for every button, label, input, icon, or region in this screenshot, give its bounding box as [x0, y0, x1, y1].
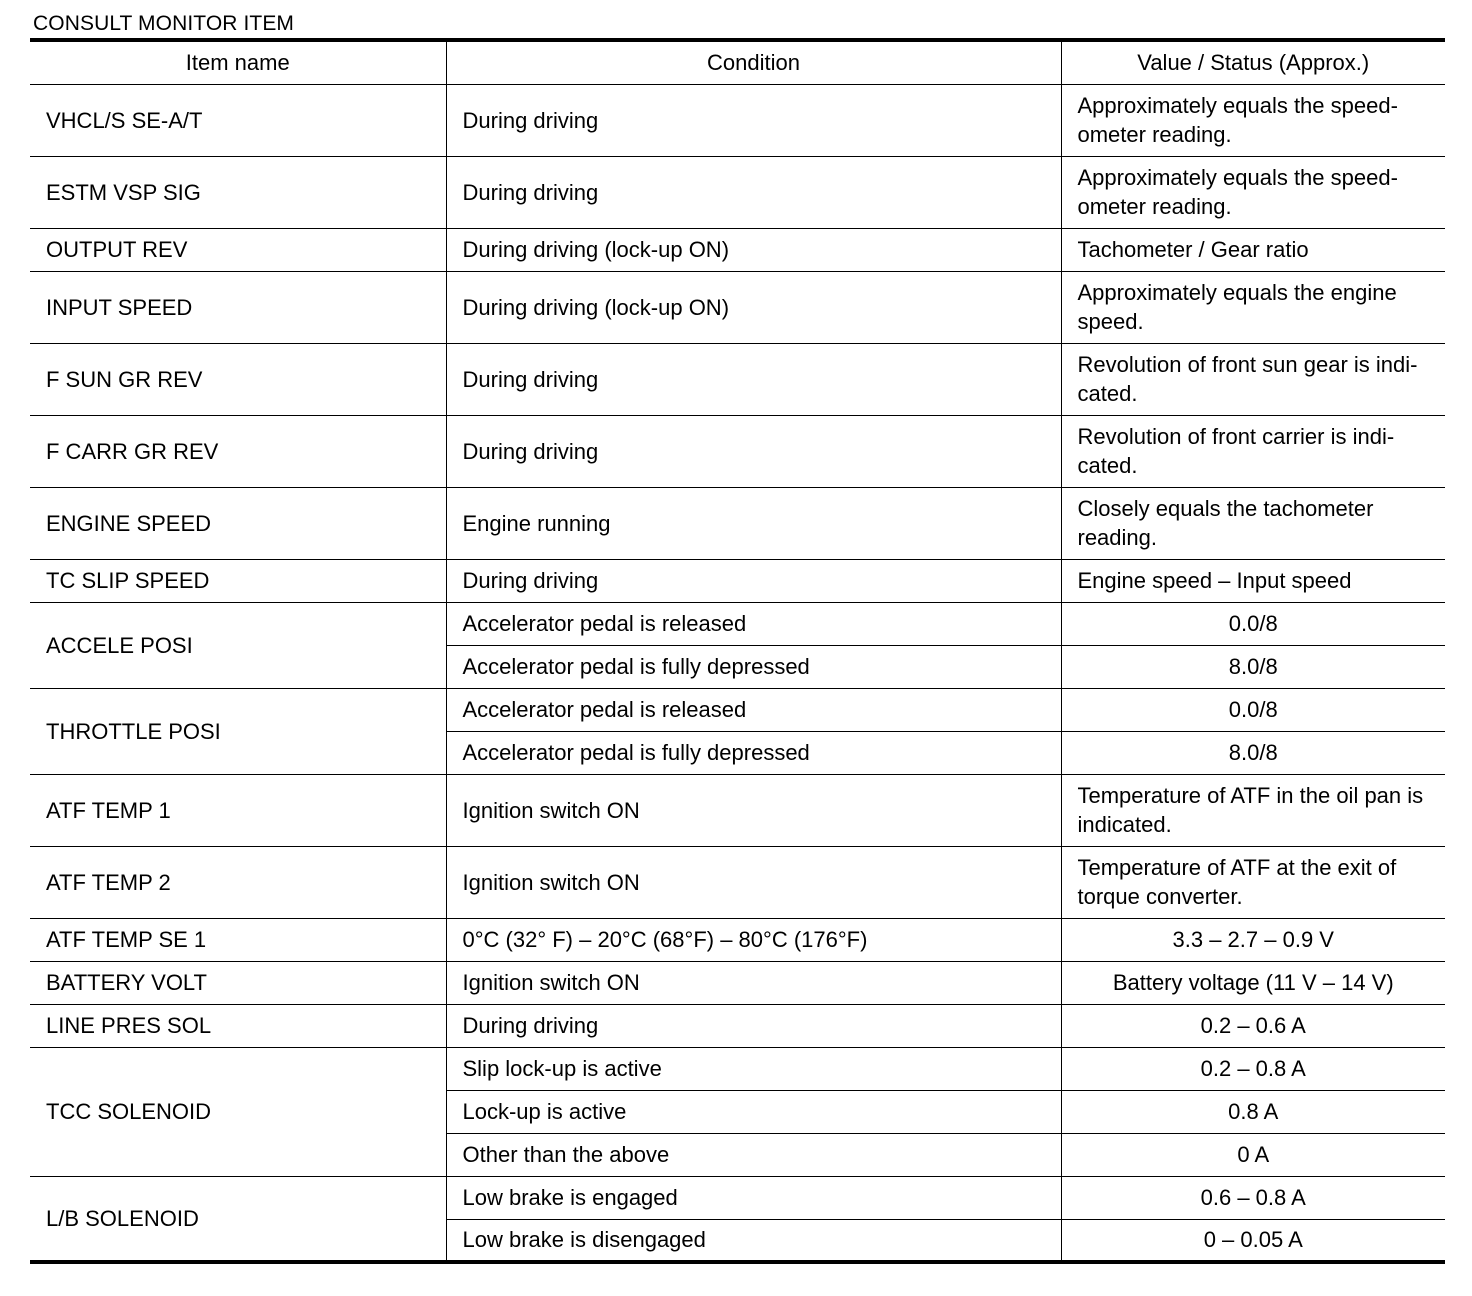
item-name-cell: VHCL/S SE-A/T — [30, 84, 446, 156]
condition-cell: During driving — [446, 415, 1061, 487]
item-name-cell: ATF TEMP 2 — [30, 846, 446, 918]
header-item-name: Item name — [30, 40, 446, 84]
condition-cell: Accelerator pedal is fully depressed — [446, 731, 1061, 774]
table-row — [30, 961, 1445, 1004]
table-row — [30, 918, 1445, 961]
item-name-cell: L/B SOLENOID — [30, 1176, 446, 1262]
value-cell: 0.2 – 0.6 A — [1061, 1004, 1445, 1047]
value-cell: Engine speed – Input speed — [1061, 559, 1445, 602]
condition-cell: During driving (lock-up ON) — [446, 271, 1061, 343]
item-name-cell: THROTTLE POSI — [30, 688, 446, 774]
value-cell: 8.0/8 — [1061, 731, 1445, 774]
consult-monitor-table — [30, 38, 1445, 1264]
table-row — [30, 415, 1445, 487]
item-name-cell: F SUN GR REV — [30, 343, 446, 415]
condition-cell: Accelerator pedal is released — [446, 602, 1061, 645]
condition-cell: Other than the above — [446, 1133, 1061, 1176]
table-row — [30, 156, 1445, 228]
value-cell: Closely equals the tachometer reading. — [1061, 487, 1445, 559]
value-cell: 0.0/8 — [1061, 688, 1445, 731]
condition-cell: During driving — [446, 84, 1061, 156]
condition-cell: Ignition switch ON — [446, 774, 1061, 846]
table-row — [30, 688, 1445, 731]
condition-cell: During driving — [446, 156, 1061, 228]
item-name-cell: ATF TEMP SE 1 — [30, 918, 446, 961]
condition-cell: Slip lock-up is active — [446, 1047, 1061, 1090]
value-cell: Temperature of ATF at the exit of torque converter. — [1061, 846, 1445, 918]
item-name-cell: ENGINE SPEED — [30, 487, 446, 559]
condition-cell: During driving — [446, 343, 1061, 415]
value-cell: Battery voltage (11 V – 14 V) — [1061, 961, 1445, 1004]
condition-cell: Lock-up is active — [446, 1090, 1061, 1133]
table-row — [30, 487, 1445, 559]
item-name-cell: TCC SOLENOID — [30, 1047, 446, 1176]
value-cell: Tachometer / Gear ratio — [1061, 228, 1445, 271]
value-cell: 0.0/8 — [1061, 602, 1445, 645]
value-cell: Approximately equals the speed-ometer reading. — [1061, 156, 1445, 228]
table-row — [30, 602, 1445, 645]
value-cell: 8.0/8 — [1061, 645, 1445, 688]
condition-cell: Low brake is engaged — [446, 1176, 1061, 1219]
value-cell: 3.3 – 2.7 – 0.9 V — [1061, 918, 1445, 961]
table-row — [30, 1047, 1445, 1090]
table-title: CONSULT MONITOR ITEM — [33, 12, 295, 35]
table-row — [30, 559, 1445, 602]
condition-cell: During driving (lock-up ON) — [446, 228, 1061, 271]
item-name-cell: LINE PRES SOL — [30, 1004, 446, 1047]
item-name-cell: ATF TEMP 1 — [30, 774, 446, 846]
table-row — [30, 774, 1445, 846]
header-row — [30, 40, 1445, 84]
table-row — [30, 84, 1445, 156]
condition-cell: 0°C (32° F) – 20°C (68°F) – 80°C (176°F) — [446, 918, 1061, 961]
value-cell: Revolution of front carrier is indi-cated. — [1061, 415, 1445, 487]
value-cell: Temperature of ATF in the oil pan is indicated. — [1061, 774, 1445, 846]
header-value-status: Value / Status (Approx.) — [1061, 40, 1445, 84]
value-cell: 0.2 – 0.8 A — [1061, 1047, 1445, 1090]
condition-cell: During driving — [446, 559, 1061, 602]
item-name-cell: F CARR GR REV — [30, 415, 446, 487]
condition-cell: Low brake is disengaged — [446, 1219, 1061, 1262]
item-name-cell: ACCELE POSI — [30, 602, 446, 688]
condition-cell: Ignition switch ON — [446, 961, 1061, 1004]
value-cell: Approximately equals the engine speed. — [1061, 271, 1445, 343]
item-name-cell: BATTERY VOLT — [30, 961, 446, 1004]
header-condition: Condition — [446, 40, 1061, 84]
table-row — [30, 343, 1445, 415]
value-cell: Approximately equals the speed-ometer reading. — [1061, 84, 1445, 156]
item-name-cell: INPUT SPEED — [30, 271, 446, 343]
value-cell: Revolution of front sun gear is indi-cated. — [1061, 343, 1445, 415]
table-row — [30, 1176, 1445, 1219]
condition-cell: Accelerator pedal is fully depressed — [446, 645, 1061, 688]
item-name-cell: ESTM VSP SIG — [30, 156, 446, 228]
value-cell: 0.8 A — [1061, 1090, 1445, 1133]
condition-cell: Accelerator pedal is released — [446, 688, 1061, 731]
value-cell: 0 – 0.05 A — [1061, 1219, 1445, 1262]
value-cell: 0 A — [1061, 1133, 1445, 1176]
item-name-cell: OUTPUT REV — [30, 228, 446, 271]
condition-cell: Engine running — [446, 487, 1061, 559]
table-row — [30, 271, 1445, 343]
item-name-cell: TC SLIP SPEED — [30, 559, 446, 602]
condition-cell: Ignition switch ON — [446, 846, 1061, 918]
table-row — [30, 846, 1445, 918]
table-row — [30, 228, 1445, 271]
condition-cell: During driving — [446, 1004, 1061, 1047]
value-cell: 0.6 – 0.8 A — [1061, 1176, 1445, 1219]
table-row — [30, 1004, 1445, 1047]
